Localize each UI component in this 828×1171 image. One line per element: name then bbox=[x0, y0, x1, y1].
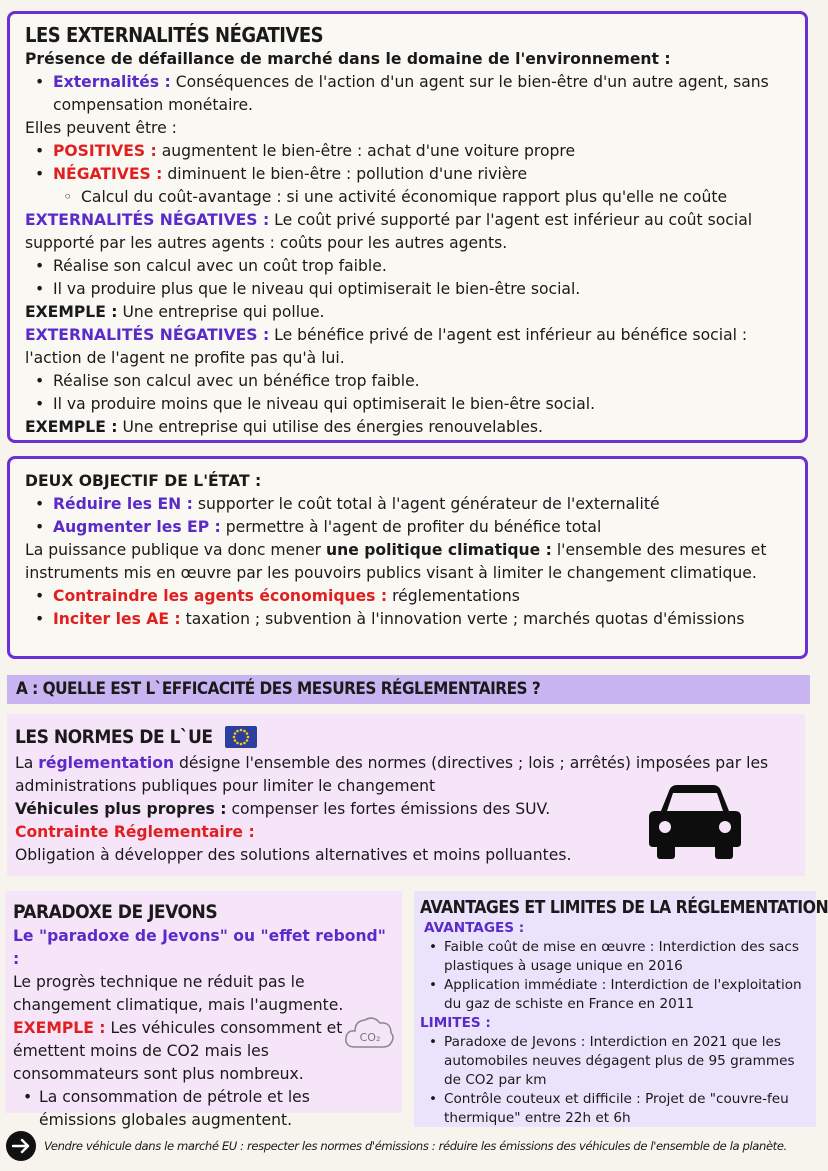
list-item: • POSITIVES : augmentent le bien-être : achat d'une voiture propre bbox=[25, 140, 791, 163]
list-item: • Externalités : Conséquences de l'action d'un agent sur le bien-être d'un autre agent, sans compensation monétaire. bbox=[25, 71, 791, 117]
section-paradoxe-jevons bbox=[5, 891, 402, 1129]
list-item: • Réduire les EN : supporter le coût total à l'agent générateur de l'externalité bbox=[25, 493, 791, 516]
paragraph: La réglementation désigne l'ensemble des normes (directives ; lois ; arrêtés) imposées par les administrations publiques pour limiter le changement bbox=[15, 754, 769, 795]
list-item: • Il va produire plus que le niveau qui optimiserait le bien-être social. bbox=[25, 278, 791, 301]
section-subtitle: Présence de défaillance de marché dans le domaine de l'environnement : bbox=[25, 50, 671, 68]
section-subtitle: Le "paradoxe de Jevons" ou "effet rebond" : bbox=[13, 927, 386, 968]
list-item: • Contraindre les agents économiques : réglementations bbox=[25, 585, 791, 608]
footer-note bbox=[6, 1131, 824, 1161]
text-line: Véhicules plus propres : compenser les fortes émissions des SUV. bbox=[15, 800, 551, 818]
footer-text: Vendre véhicule dans le marché EU : respecter les normes d'émissions : réduire les émissions des véhicules de l'ensemble de la planète. bbox=[44, 1139, 787, 1153]
banner-title: A : QUELLE EST L`EFFICACITÉ DES MESURES RÉGLEMENTAIRES ? bbox=[16, 679, 541, 699]
list-item: • Faible coût de mise en œuvre : Interdiction des sacs plastiques à usage unique en 2016 bbox=[420, 938, 810, 976]
section-normes-ue bbox=[7, 714, 805, 876]
co2-cloud-icon bbox=[343, 1013, 395, 1051]
text-line: Contrainte Réglementaire : bbox=[15, 823, 255, 841]
list-item: • Réalise son calcul avec un coût trop faible. bbox=[25, 255, 791, 278]
paragraph: La puissance publique va donc mener une politique climatique : l'ensemble des mesures et instruments mis en œuvre par les pouvoirs publics visant à limiter le changement climatique. bbox=[25, 541, 767, 582]
section-title: LES NORMES DE L`UE bbox=[15, 726, 213, 748]
list-item: • Paradoxe de Jevons : Interdiction en 2021 que les automobiles neuves dégagent plus de 95 grammes de CO2 par km bbox=[420, 1033, 810, 1090]
avantages-label: AVANTAGES : bbox=[424, 920, 525, 936]
svg-text:CO₂: CO₂ bbox=[359, 1031, 381, 1044]
eu-flag-icon bbox=[225, 726, 257, 748]
text-line: Elles peuvent être : bbox=[25, 119, 177, 137]
list-item: • NÉGATIVES : diminuent le bien-être : pollution d'une rivière bbox=[25, 163, 791, 186]
list-item: • Réalise son calcul avec un bénéfice trop faible. bbox=[25, 370, 791, 393]
section-title: PARADOXE DE JEVONS bbox=[13, 901, 218, 923]
text-line: Obligation à développer des solutions alternatives et moins polluantes. bbox=[15, 846, 572, 864]
paragraph: Le progrès technique ne réduit pas le changement climatique, mais l'augmente. bbox=[13, 973, 344, 1014]
section-title: DEUX OBJECTIF DE L'ÉTAT : bbox=[25, 472, 262, 490]
list-item: ◦ Calcul du coût-avantage : si une activité économique rapport plus qu'elle ne coûte bbox=[25, 186, 791, 209]
example-line: EXEMPLE : Les véhicules consomment et émettent moins de CO2 mais les consommateurs sont plus nombreux. bbox=[13, 1019, 343, 1083]
list-item: • Contrôle couteux et difficile : Projet de "couvre-feu thermique" entre 22h et 6h bbox=[420, 1090, 810, 1128]
limites-label: LIMITES : bbox=[420, 1015, 491, 1031]
example-line: EXEMPLE : Une entreprise qui utilise des énergies renouvelables. bbox=[25, 418, 543, 436]
list-item: • Inciter les AE : taxation ; subvention à l'innovation verte ; marchés quotas d'émissions bbox=[25, 608, 791, 631]
section-title: LES EXTERNALITÉS NÉGATIVES bbox=[25, 23, 324, 47]
list-item: • Augmenter les EP : permettre à l'agent de profiter du bénéfice total bbox=[25, 516, 791, 539]
section-banner bbox=[7, 675, 810, 704]
section-title: AVANTAGES ET LIMITES DE LA RÉGLEMENTATION bbox=[420, 898, 828, 918]
definition-block: EXTERNALITÉS NÉGATIVES : Le bénéfice privé de l'agent est inférieur au bénéfice social : l'action de l'agent ne profite pas qu'à lui. bbox=[25, 326, 748, 367]
section-objectifs-etat bbox=[7, 456, 808, 659]
list-item: • La consommation de pétrole et les émissions globales augmentent. bbox=[13, 1086, 361, 1132]
section-externalites bbox=[7, 11, 808, 443]
list-item: • Application immédiate : Interdiction de l'exploitation du gaz de schiste en France en 2011 bbox=[420, 976, 810, 1014]
list-item: • Il va produire moins que le niveau qui optimiserait le bien-être social. bbox=[25, 393, 791, 416]
section-avantages-limites bbox=[414, 891, 828, 1127]
definition-block: EXTERNALITÉS NÉGATIVES : Le coût privé supporté par l'agent est inférieur au coût social supporté par les autres agents : coûts pour les autres agents. bbox=[25, 211, 753, 252]
car-icon bbox=[647, 781, 743, 861]
arrow-right-icon bbox=[6, 1131, 36, 1161]
example-line: EXEMPLE : Une entreprise qui pollue. bbox=[25, 303, 325, 321]
